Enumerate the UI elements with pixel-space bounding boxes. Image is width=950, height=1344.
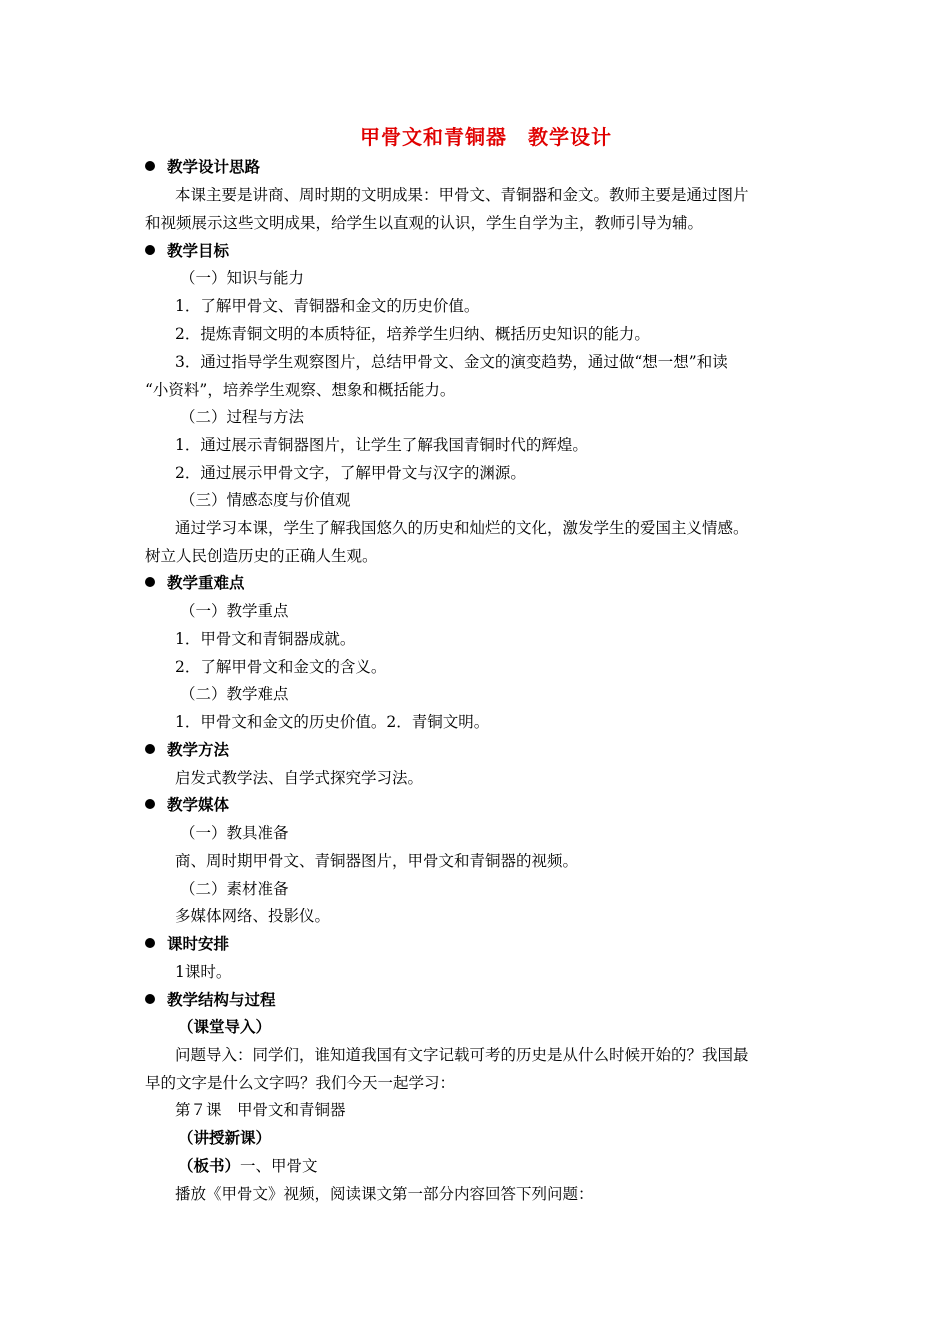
subheading: （二）教学难点 [180,685,289,703]
paragraph-line: 早的文字是什么文字吗？我们今天一起学习： [145,1074,456,1092]
section-heading-structure: 教学结构与过程 [145,990,825,1010]
section-heading-methods: 教学方法 [145,740,825,760]
bullet-icon [145,577,155,587]
bullet-icon [145,245,155,255]
paragraph-line: 1课时。 [175,963,232,981]
board-line [178,1156,858,1176]
paragraph-line: 启发式教学法、自学式探究学习法。 [175,769,424,787]
subheading-intro: （课堂导入） [178,1018,272,1036]
section-heading-key-points: 教学重难点 [145,573,825,593]
list-item-continuation: “小资料”，培养学生观察、想象和概括能力。 [145,381,456,399]
list-item: 1．了解甲骨文、青铜器和金文的历史价值。 [175,297,480,315]
list-item: 2．通过展示甲骨文字，了解甲骨文与汉字的渊源。 [175,464,526,482]
bullet-icon [145,994,155,1004]
subheading: （二）过程与方法 [180,408,305,426]
bullet-icon [145,744,155,754]
paragraph-line: 商、周时期甲骨文、青铜器图片，甲骨文和青铜器的视频。 [175,852,579,870]
paragraph-line: 树立人民创造历史的正确人生观。 [145,547,378,565]
board-text: 一、甲骨文 [240,1157,318,1175]
list-item: 2．提炼青铜文明的本质特征，培养学生归纳、概括历史知识的能力。 [175,325,650,343]
board-label: （板书） [178,1157,241,1175]
subheading: （一）知识与能力 [180,269,305,287]
paragraph-line: 问题导入：同学们，谁知道我国有文字记载可考的历史是从什么时候开始的？我国最 [175,1046,749,1064]
section-heading-media: 教学媒体 [145,795,825,815]
subheading: （一）教具准备 [180,824,289,842]
paragraph-line: 多媒体网络、投影仪。 [175,907,331,925]
list-item: 1．甲骨文和青铜器成就。 [175,630,356,648]
paragraph-line: 本课主要是讲商、周时期的文明成果：甲骨文、青铜器和金文。教师主要是通过图片 [175,186,749,204]
list-item: 2．了解甲骨文和金文的含义。 [175,658,387,676]
bullet-icon [145,161,155,171]
subheading: （二）素材准备 [180,880,289,898]
subheading-new-lesson: （讲授新课） [178,1129,272,1147]
document-title: 甲骨文和青铜器 教学设计 [360,125,612,149]
paragraph-line: 和视频展示这些文明成果，给学生以直观的认识，学生自学为主，教师引导为辅。 [145,214,704,232]
list-item: 1．通过展示青铜器图片，让学生了解我国青铜时代的辉煌。 [175,436,588,454]
section-heading-goals: 教学目标 [145,241,825,261]
section-heading-design-idea: 教学设计思路 [145,157,825,177]
section-heading-schedule: 课时安排 [145,934,825,954]
lesson-title: 第７课 甲骨文和青铜器 [175,1101,346,1119]
subheading: （三）情感态度与价值观 [180,491,351,509]
list-item: 1．甲骨文和金文的历史价值。2．青铜文明。 [175,713,490,731]
paragraph-line: 通过学习本课，学生了解我国悠久的历史和灿烂的文化，激发学生的爱国主义情感。 [175,519,749,537]
list-item: 3．通过指导学生观察图片，总结甲骨文、金文的演变趋势，通过做“想一想”和读 [175,353,728,371]
subheading: （一）教学重点 [180,602,289,620]
bullet-icon [145,938,155,948]
paragraph-line: 播放《甲骨文》视频，阅读课文第一部分内容回答下列问题： [175,1185,594,1203]
bullet-icon [145,799,155,809]
